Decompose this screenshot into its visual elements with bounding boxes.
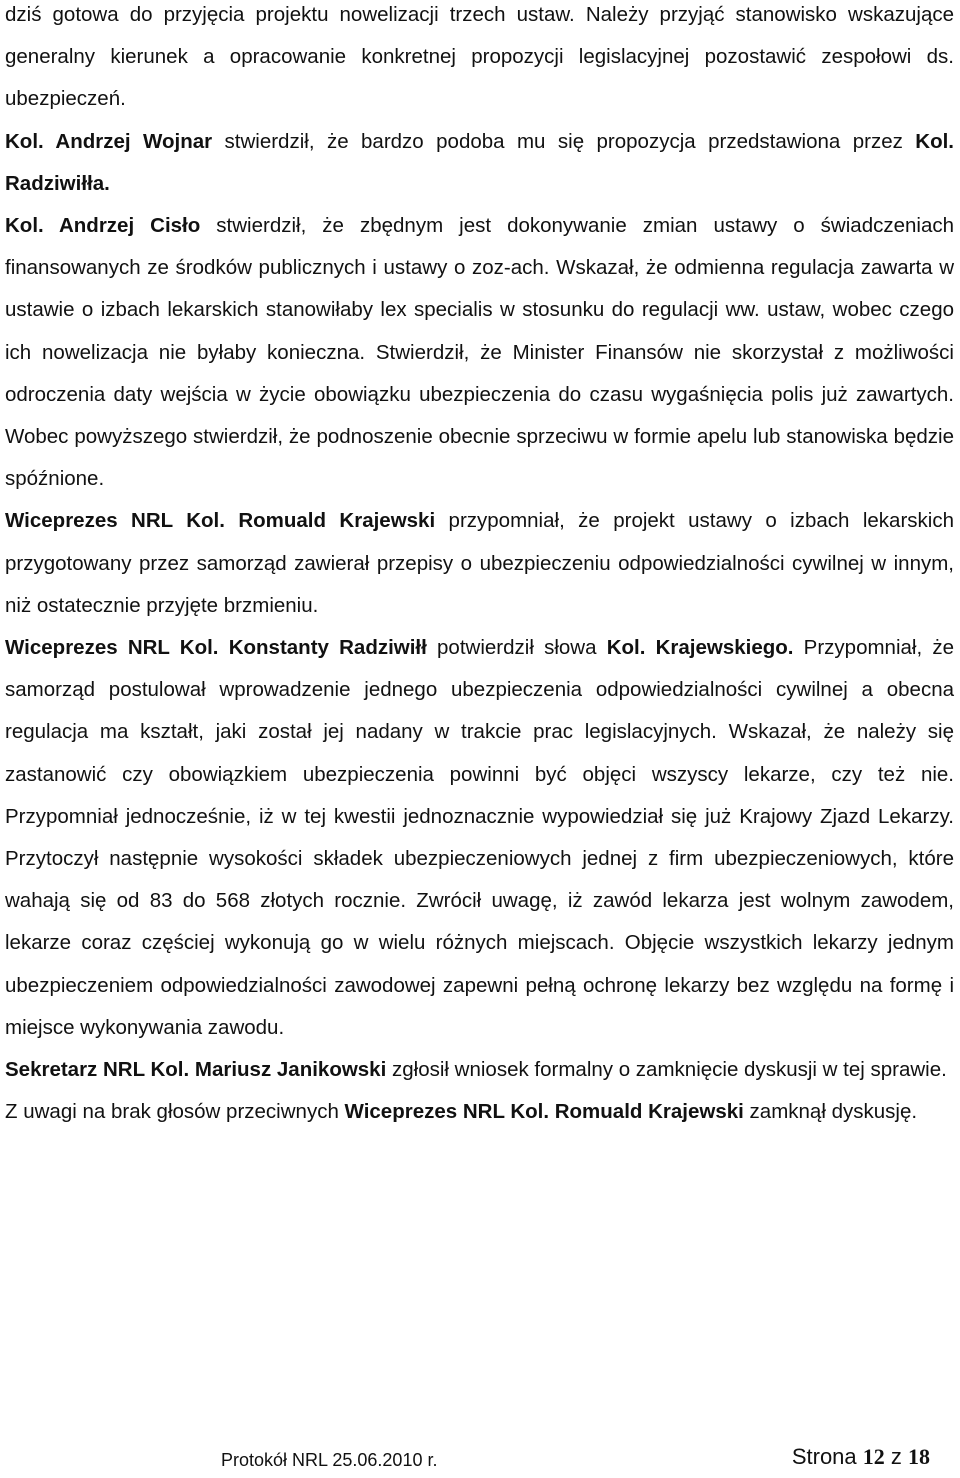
paragraph-7-run-3: zamknął dyskusję. <box>743 1100 918 1124</box>
speaker-name: Wiceprezes NRL Kol. Konstanty Radziwiłł <box>5 636 427 660</box>
paragraph-6-run-2: zgłosił wniosek formalny o zamknięcie dyskusji w tej sprawie. <box>386 1058 947 1082</box>
document-body <box>5 0 954 1133</box>
paragraph-2-run-2: stwierdził, że bardzo podoba mu się propozycja przedstawiona przez <box>212 129 916 153</box>
paragraph-5 <box>5 627 954 1049</box>
paragraph-3 <box>5 205 954 500</box>
referenced-name: Kol. Krajewskiego. <box>606 636 794 660</box>
paragraph-5-run-4: Przypomniał, że samorząd postulował wprowadzenie jednego ubezpieczenia odpowiedzialności cywilnej a obecna regulacja ma kształt, jaki został jej nadany w trakcie prac legislacyjnych. Wskazał, że należy się zastanowić czy obowiązkiem ubezpieczenia powinni być objęci wszyscy lekarze, czy też nie. Przypomniał jednocześnie, iż w tej kwestii jednoznacznie wypowiedział się już Krajowy Zjazd Lekarzy. Przytoczył następnie wysokości składek ubezpieczeniowych jednej z firm ubezpieczeniowych, które wahają się od 83 do 568 złotych rocznie. Zwrócił uwagę, iż zawód lekarza jest wolnym zawodem, lekarze coraz częściej wykonują go w wielu różnych miejscach. Objęcie wszystkich lekarzy jednym ubezpieczeniem odpowiedzialności zawodowej zapewni pełną ochronę lekarzy bez względu na formę i miejsce wykonywania zawodu. <box>5 636 954 1039</box>
page-indicator <box>792 1444 930 1470</box>
paragraph-4 <box>5 500 954 627</box>
speaker-name: Wiceprezes NRL Kol. Romuald Krajewski <box>344 1100 744 1124</box>
paragraph-2 <box>5 121 954 205</box>
page-word: Strona <box>791 1444 863 1469</box>
paragraph-1 <box>5 0 954 121</box>
speaker-name: Kol. Andrzej Cisło <box>5 214 201 238</box>
paragraph-7-run-1: Z uwagi na brak głosów przeciwnych <box>5 1100 345 1124</box>
paragraph-5-run-2: potwierdził słowa <box>426 636 607 660</box>
total-pages-number: 18 <box>908 1444 930 1469</box>
paragraph-1-run-1: dziś gotowa do przyjęcia projektu nowelizacji trzech ustaw. Należy przyjąć stanowisko wskazujące generalny kierunek a opracowanie konkretnej propozycji legislacyjnej pozostawić zespołowi ds. ubezpieczeń. <box>5 3 954 111</box>
referenced-name: Kol. Radziwiłła. <box>5 129 954 195</box>
paragraph-6 <box>5 1049 954 1091</box>
current-page-number: 12 <box>862 1444 885 1469</box>
paragraph-7 <box>5 1091 954 1133</box>
paragraph-4-run-2: przypomniał, że projekt ustawy o izbach lekarskich przygotowany przez samorząd zawierał przepisy o ubezpieczeniu odpowiedzialności cywilnej w innym, niż ostatecznie przyjęte brzmieniu. <box>5 509 954 617</box>
speaker-name: Sekretarz NRL Kol. Mariusz Janikowski <box>5 1058 387 1082</box>
of-word: z <box>884 1444 908 1469</box>
footer-document-title: Protokół NRL 25.06.2010 r. <box>221 1450 438 1470</box>
speaker-name: Wiceprezes NRL Kol. Romuald Krajewski <box>5 509 436 533</box>
paragraph-3-run-2: stwierdził, że zbędnym jest dokonywanie zmian ustawy o świadczeniach finansowanych ze środków publicznych i ustawy o zoz-ach. Wskazał, że odmienna regulacja zawarta w ustawie o izbach lekarskich stanowiłaby lex specialis w stosunku do regulacji ww. ustaw, wobec czego ich nowelizacja nie byłaby konieczna. Stwierdził, że Minister Finansów nie skorzystał z możliwości odroczenia daty wejścia w życie obowiązku ubezpieczenia do czasu wygaśnięcia polis już zawartych. Wobec powyższego stwierdził, że podnoszenie obecnie sprzeciwu w formie apelu lub stanowiska będzie spóźnione. <box>5 214 954 491</box>
speaker-name: Kol. Andrzej Wojnar <box>5 129 213 153</box>
